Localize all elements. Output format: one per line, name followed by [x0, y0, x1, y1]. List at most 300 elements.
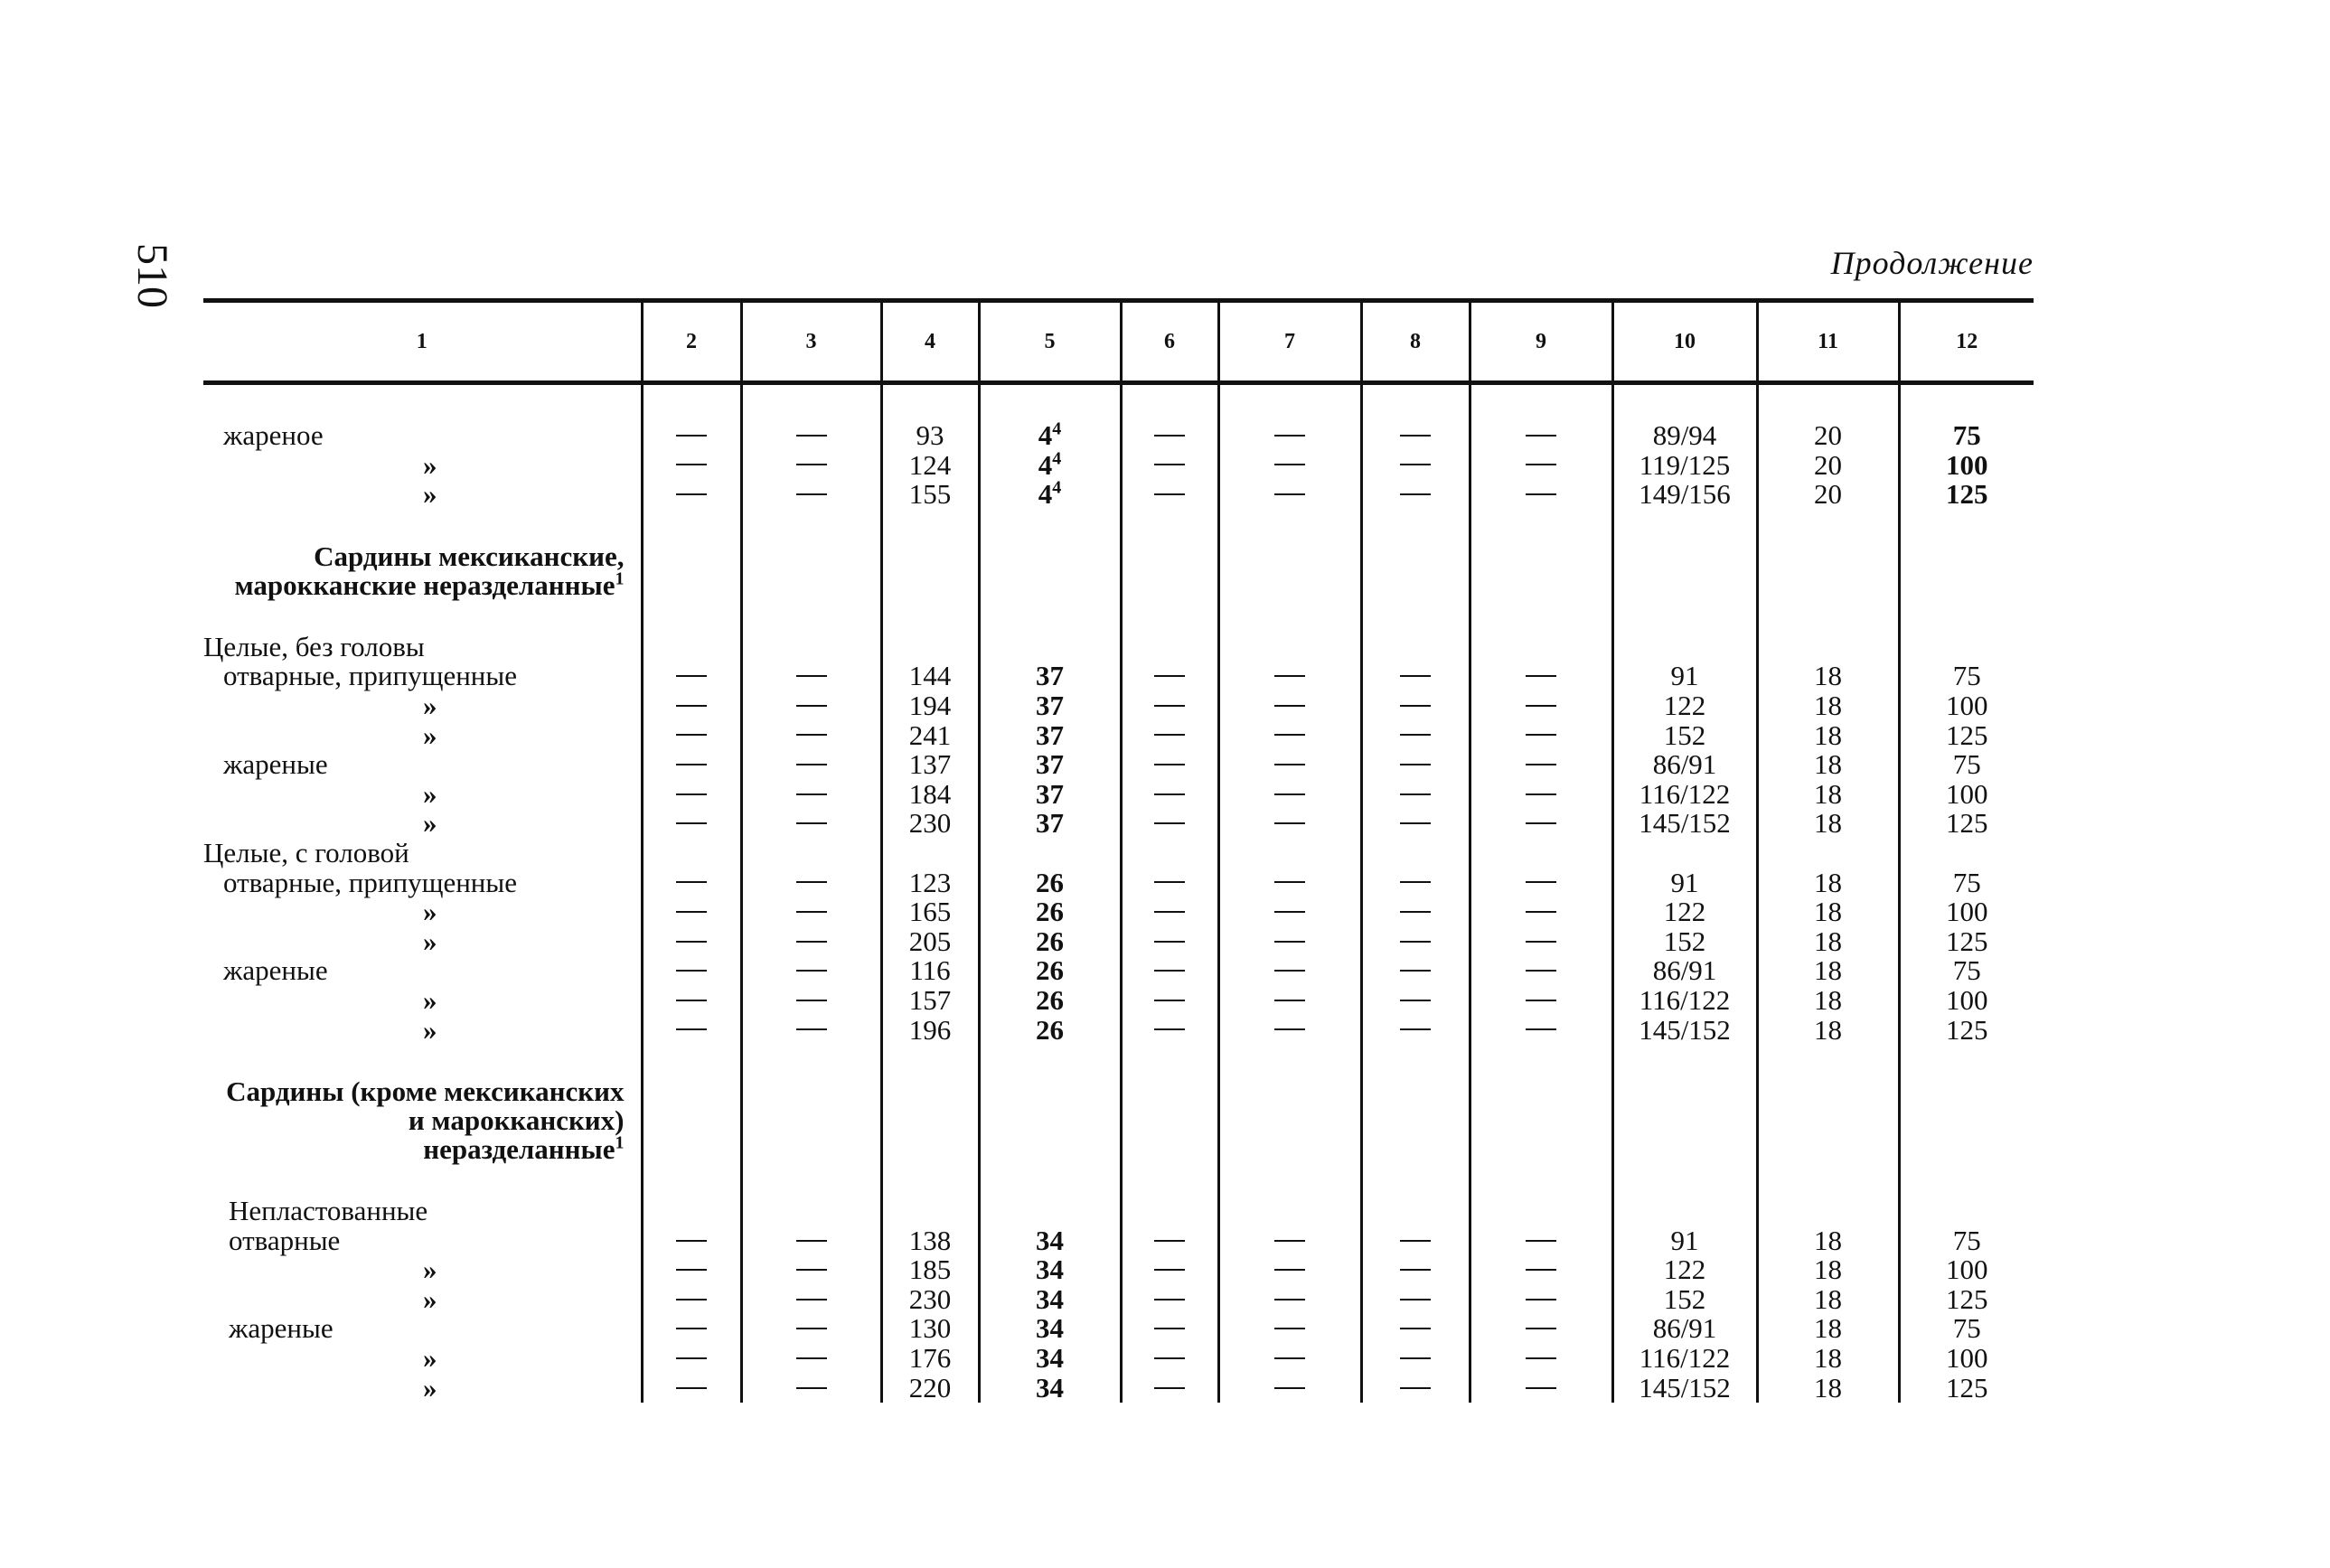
cell-col-9 [1470, 750, 1612, 780]
cell-col-12: 100 [1899, 691, 2034, 721]
dash-mark [796, 1240, 827, 1242]
dash-mark [1400, 435, 1431, 437]
cell-col-2 [642, 451, 741, 481]
cell-col-5: 34 [979, 1285, 1121, 1315]
cell-col-9 [1470, 1374, 1612, 1404]
cell-col-6 [1121, 480, 1218, 510]
cell-col-3 [741, 897, 881, 927]
cell-col-5: 37 [979, 721, 1121, 751]
cell-col-12: 100 [1899, 780, 2034, 810]
cell-col-12: 100 [1899, 1344, 2034, 1374]
cell-col-7 [1218, 1344, 1361, 1374]
dash-mark [1526, 1299, 1556, 1300]
cell-col-8 [1361, 1255, 1470, 1285]
dash-mark [1526, 464, 1556, 465]
dash-mark [796, 941, 827, 943]
cell-col-5: 34 [979, 1226, 1121, 1256]
dash-mark [1274, 941, 1305, 943]
table-row [203, 421, 2034, 451]
cell-col-8 [1361, 927, 1470, 957]
dash-mark [796, 1000, 827, 1001]
cell-col-8 [1361, 809, 1470, 839]
table-row [203, 1314, 2034, 1344]
spacer-row [203, 1164, 2034, 1197]
dash-mark [796, 1299, 827, 1300]
cell-col-8 [1361, 839, 1470, 869]
dash-mark [676, 881, 707, 883]
cell-col-12 [1899, 839, 2034, 869]
dash-mark [1154, 1240, 1185, 1242]
cell-col-11: 18 [1757, 1314, 1899, 1344]
cell-col-3 [741, 750, 881, 780]
cell-col-4: 130 [881, 1314, 979, 1344]
cell-col-2 [642, 721, 741, 751]
dash-mark [1400, 493, 1431, 495]
cell-col-9 [1470, 780, 1612, 810]
cell-col-9 [1470, 691, 1612, 721]
cell-col-5: 34 [979, 1314, 1121, 1344]
cell-col-7 [1218, 986, 1361, 1016]
dash-mark [676, 911, 707, 913]
cell-col-12: 75 [1899, 1314, 2034, 1344]
table-row [203, 986, 2034, 1016]
dash-mark [1274, 1240, 1305, 1242]
dash-mark [1526, 435, 1556, 437]
table-row [203, 662, 2034, 691]
row-label: жареные [229, 1312, 334, 1345]
cell-col-4: 220 [881, 1374, 979, 1404]
row-label: отварные [229, 1224, 341, 1256]
cell-col-11: 18 [1757, 1344, 1899, 1374]
cell-col-2 [642, 1374, 741, 1404]
cell-col-3 [741, 633, 881, 662]
cell-col-2 [642, 691, 741, 721]
dash-mark [676, 1387, 707, 1389]
cell-col-2 [642, 927, 741, 957]
cell-col-9 [1470, 451, 1612, 481]
table-row [203, 809, 2034, 839]
cell-col-8 [1361, 1226, 1470, 1256]
cell-col-11: 18 [1757, 927, 1899, 957]
dash-mark [1274, 493, 1305, 495]
cell-col-9 [1470, 421, 1612, 451]
dash-mark [1526, 970, 1556, 972]
dash-mark [796, 734, 827, 736]
footnote-marker: 1 [615, 1132, 625, 1153]
dash-mark [676, 734, 707, 736]
table-row [203, 633, 2034, 662]
dash-mark [796, 435, 827, 437]
dash-mark [676, 941, 707, 943]
dash-mark [676, 1299, 707, 1300]
cell-col-10: 122 [1612, 897, 1757, 927]
cell-col-4: 93 [881, 421, 979, 451]
cell-col-5: 26 [979, 956, 1121, 986]
dash-mark [1400, 1299, 1431, 1300]
dash-mark [1154, 1299, 1185, 1300]
dash-mark [1154, 793, 1185, 795]
table-row [203, 927, 2034, 957]
cell-col-6 [1121, 869, 1218, 898]
dash-mark [1154, 970, 1185, 972]
cell-col-12 [1899, 633, 2034, 662]
cell-col-2 [642, 839, 741, 869]
dash-mark [1154, 1000, 1185, 1001]
cell-col-6 [1121, 1016, 1218, 1046]
cell-col-3 [741, 956, 881, 986]
cell-col-12: 125 [1899, 480, 2034, 510]
dash-mark [1274, 1000, 1305, 1001]
column-header-6: 6 [1121, 301, 1218, 383]
cell-col-8 [1361, 721, 1470, 751]
cell-col-10: 152 [1612, 927, 1757, 957]
column-header-7: 7 [1218, 301, 1361, 383]
dash-mark [676, 1357, 707, 1359]
cell-col-2 [642, 633, 741, 662]
cell-col-3 [741, 1226, 881, 1256]
dash-mark [1526, 675, 1556, 677]
cell-col-10: 145/152 [1612, 809, 1757, 839]
continuation-label: Продолжение [1830, 245, 2034, 281]
cell-col-3 [741, 869, 881, 898]
cell-col-5: 37 [979, 691, 1121, 721]
cell-col-11: 18 [1757, 750, 1899, 780]
cell-col-8 [1361, 451, 1470, 481]
dash-mark [1274, 1387, 1305, 1389]
dash-mark [1400, 1269, 1431, 1271]
cell-col-4: 165 [881, 897, 979, 927]
column-header-8: 8 [1361, 301, 1470, 383]
cell-col-4: 123 [881, 869, 979, 898]
cell-col-10: 149/156 [1612, 480, 1757, 510]
column-header-12: 12 [1899, 301, 2034, 383]
cell-col-10: 116/122 [1612, 1344, 1757, 1374]
cell-col-9 [1470, 633, 1612, 662]
cell-col-3 [741, 1314, 881, 1344]
cell-col-2 [642, 897, 741, 927]
dash-mark [1400, 734, 1431, 736]
cell-col-6 [1121, 1374, 1218, 1404]
column-header-11: 11 [1757, 301, 1899, 383]
cell-col-8 [1361, 691, 1470, 721]
row-label: Целые, с головой [203, 836, 409, 869]
dash-mark [796, 793, 827, 795]
cell-col-11: 18 [1757, 1285, 1899, 1315]
dash-mark [676, 464, 707, 465]
dash-mark [676, 1328, 707, 1329]
cell-col-2 [642, 1255, 741, 1285]
cell-col-9 [1470, 721, 1612, 751]
cell-col-11: 18 [1757, 986, 1899, 1016]
table-row [203, 869, 2034, 898]
cell-col-6 [1121, 633, 1218, 662]
dash-mark [1400, 911, 1431, 913]
spacer-row [203, 1045, 2034, 1077]
dash-mark [1274, 1328, 1305, 1329]
dash-mark [1274, 1269, 1305, 1271]
cell-col-2 [642, 869, 741, 898]
cell-col-8 [1361, 1314, 1470, 1344]
cell-col-9 [1470, 809, 1612, 839]
dash-mark [796, 970, 827, 972]
cell-col-9 [1470, 1197, 1612, 1226]
cell-col-11: 18 [1757, 1374, 1899, 1404]
cell-col-7 [1218, 780, 1361, 810]
table-row [203, 1197, 2034, 1226]
cell-col-2 [642, 1344, 741, 1374]
dash-mark [1526, 734, 1556, 736]
cell-col-7 [1218, 1314, 1361, 1344]
cell-col-10: 89/94 [1612, 421, 1757, 451]
cell-col-11: 18 [1757, 1255, 1899, 1285]
cell-col-12: 125 [1899, 1285, 2034, 1315]
dash-mark [1526, 493, 1556, 495]
cell-col-12: 75 [1899, 750, 2034, 780]
cell-col-8 [1361, 662, 1470, 691]
dash-mark [1274, 1028, 1305, 1030]
cell-col-7 [1218, 721, 1361, 751]
cell-col-3 [741, 986, 881, 1016]
dash-mark [1154, 1357, 1185, 1359]
cell-col-5: $4^4$ [979, 451, 1121, 481]
cell-col-6 [1121, 780, 1218, 810]
cell-col-11: 18 [1757, 897, 1899, 927]
dash-mark [1274, 822, 1305, 824]
dash-mark [1154, 1387, 1185, 1389]
cell-col-12: 100 [1899, 897, 2034, 927]
dash-mark [676, 1269, 707, 1271]
dash-mark [1526, 1240, 1556, 1242]
ditto-mark: » [423, 689, 437, 721]
cell-col-2 [642, 956, 741, 986]
cell-col-10: 152 [1612, 1285, 1757, 1315]
cell-col-3 [741, 1344, 881, 1374]
cell-col-9 [1470, 1255, 1612, 1285]
dash-mark [1154, 464, 1185, 465]
cell-col-3 [741, 691, 881, 721]
cell-col-2 [642, 480, 741, 510]
cell-col-3 [741, 1016, 881, 1046]
ditto-mark: » [423, 983, 437, 1016]
cell-col-11 [1757, 633, 1899, 662]
dash-mark [676, 764, 707, 765]
cell-col-6 [1121, 956, 1218, 986]
dash-mark [1154, 1269, 1185, 1271]
cell-col-7 [1218, 633, 1361, 662]
ditto-mark: » [423, 896, 437, 928]
cell-col-3 [741, 809, 881, 839]
dash-mark [1154, 1028, 1185, 1030]
cell-col-7 [1218, 750, 1361, 780]
dash-mark [1400, 705, 1431, 707]
cell-col-4 [881, 839, 979, 869]
cell-col-10: 86/91 [1612, 750, 1757, 780]
cell-col-9 [1470, 986, 1612, 1016]
dash-mark [676, 493, 707, 495]
cell-col-8 [1361, 1285, 1470, 1315]
column-header-5: 5 [979, 301, 1121, 383]
cell-col-11: 20 [1757, 451, 1899, 481]
dash-mark [1154, 734, 1185, 736]
cell-col-5: 26 [979, 1016, 1121, 1046]
cell-col-7 [1218, 869, 1361, 898]
cell-col-8 [1361, 480, 1470, 510]
cell-col-2 [642, 1285, 741, 1315]
dash-mark [1154, 881, 1185, 883]
dash-mark [1526, 911, 1556, 913]
cell-col-3 [741, 927, 881, 957]
cell-col-3 [741, 721, 881, 751]
dash-mark [1274, 970, 1305, 972]
cell-col-7 [1218, 1016, 1361, 1046]
dash-mark [1154, 911, 1185, 913]
dash-mark [796, 1328, 827, 1329]
cell-col-6 [1121, 1314, 1218, 1344]
page-number: 510 [128, 243, 176, 308]
cell-col-6 [1121, 1255, 1218, 1285]
ditto-mark: » [423, 777, 437, 810]
footnote-marker: 1 [615, 568, 625, 589]
cell-col-12: 75 [1899, 956, 2034, 986]
cell-col-2 [642, 1314, 741, 1344]
dash-mark [796, 675, 827, 677]
cell-col-7 [1218, 421, 1361, 451]
dash-mark [1274, 764, 1305, 765]
nutrition-table [203, 298, 2034, 1403]
cell-col-3 [741, 1285, 881, 1315]
section-heading-row [203, 1077, 2034, 1164]
cell-col-12: 100 [1899, 1255, 2034, 1285]
dash-mark [676, 1000, 707, 1001]
cell-col-8 [1361, 421, 1470, 451]
dash-mark [1526, 822, 1556, 824]
cell-col-8 [1361, 1197, 1470, 1226]
cell-col-10 [1612, 839, 1757, 869]
cell-col-12: 100 [1899, 451, 2034, 481]
cell-col-3 [741, 480, 881, 510]
row-label: отварные, припущенные [223, 660, 517, 692]
column-header-10: 10 [1612, 301, 1757, 383]
table-row [203, 1285, 2034, 1315]
cell-col-8 [1361, 780, 1470, 810]
cell-col-6 [1121, 1197, 1218, 1226]
column-header-4: 4 [881, 301, 979, 383]
ditto-mark: » [423, 925, 437, 957]
cell-col-12: 125 [1899, 1374, 2034, 1404]
dash-mark [796, 1028, 827, 1030]
cell-col-4: 241 [881, 721, 979, 751]
ditto-mark: » [423, 1342, 437, 1375]
table-row [203, 897, 2034, 927]
dash-mark [1526, 1328, 1556, 1329]
cell-col-2 [642, 809, 741, 839]
cell-col-12: 125 [1899, 809, 2034, 839]
dash-mark [1274, 464, 1305, 465]
cell-col-9 [1470, 1226, 1612, 1256]
cell-col-3 [741, 1197, 881, 1226]
dash-mark [1154, 675, 1185, 677]
section-title: Сардины (кроме мексиканских и марокканских) неразделанные$^1$ [226, 1075, 625, 1166]
cell-col-4: 194 [881, 691, 979, 721]
dash-mark [796, 1387, 827, 1389]
dash-mark [1154, 705, 1185, 707]
dash-mark [1274, 705, 1305, 707]
cell-col-8 [1361, 1374, 1470, 1404]
cell-col-4: 138 [881, 1226, 979, 1256]
cell-col-3 [741, 451, 881, 481]
cell-col-6 [1121, 750, 1218, 780]
cell-col-11: 18 [1757, 869, 1899, 898]
cell-col-10: 119/125 [1612, 451, 1757, 481]
table-row [203, 480, 2034, 510]
dash-mark [1400, 1328, 1431, 1329]
table-row [203, 839, 2034, 869]
cell-col-9 [1470, 1344, 1612, 1374]
dash-mark [676, 675, 707, 677]
dash-mark [1400, 1028, 1431, 1030]
cell-col-5: 26 [979, 927, 1121, 957]
dash-mark [676, 793, 707, 795]
dash-mark [796, 764, 827, 765]
table-row [203, 750, 2034, 780]
dash-mark [1274, 1357, 1305, 1359]
cell-col-5: 37 [979, 750, 1121, 780]
dash-mark [1274, 911, 1305, 913]
dash-mark [1400, 464, 1431, 465]
nutrition-table-container [203, 298, 2034, 1403]
column-number-header-row [203, 301, 2034, 383]
row-label: Непластованные [229, 1195, 428, 1227]
dash-mark [1154, 941, 1185, 943]
cell-col-2 [642, 1226, 741, 1256]
cell-col-7 [1218, 1255, 1361, 1285]
cell-col-4: 184 [881, 780, 979, 810]
dash-mark [796, 881, 827, 883]
dash-mark [796, 493, 827, 495]
dash-mark [1400, 793, 1431, 795]
cell-col-4: 137 [881, 750, 979, 780]
cell-col-4: 155 [881, 480, 979, 510]
cell-col-6 [1121, 809, 1218, 839]
cell-col-8 [1361, 633, 1470, 662]
cell-col-12: 100 [1899, 986, 2034, 1016]
cell-col-5 [979, 1197, 1121, 1226]
cell-col-2 [642, 750, 741, 780]
row-label: жареные [223, 954, 328, 987]
cell-col-10: 122 [1612, 691, 1757, 721]
cell-col-4: 176 [881, 1344, 979, 1374]
cell-col-6 [1121, 839, 1218, 869]
cell-col-8 [1361, 1344, 1470, 1374]
cell-col-3 [741, 421, 881, 451]
cell-col-5: 37 [979, 809, 1121, 839]
cell-col-12 [1899, 1197, 2034, 1226]
dash-mark [796, 1357, 827, 1359]
table-row [203, 691, 2034, 721]
cell-col-9 [1470, 897, 1612, 927]
cell-col-5: 37 [979, 662, 1121, 691]
dash-mark [1400, 1000, 1431, 1001]
cell-col-7 [1218, 662, 1361, 691]
cell-col-4: 230 [881, 809, 979, 839]
table-row [203, 956, 2034, 986]
cell-col-3 [741, 780, 881, 810]
cell-col-11: 18 [1757, 1226, 1899, 1256]
dash-mark [1274, 1299, 1305, 1300]
cell-col-10: 86/91 [1612, 1314, 1757, 1344]
cell-col-11 [1757, 839, 1899, 869]
dash-mark [1400, 1240, 1431, 1242]
